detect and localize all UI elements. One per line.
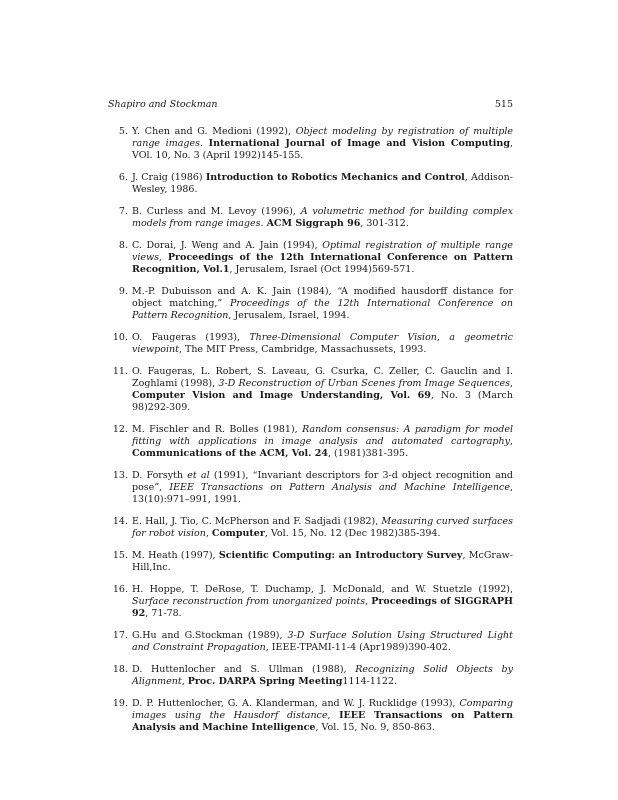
reference-item — [108, 366, 513, 414]
reference-authors: G.Hu and G.Stockman (1989), — [132, 630, 288, 641]
reference-authors: J. Craig (1986) — [132, 172, 206, 183]
reference-details: , 301-312. — [360, 218, 409, 229]
reference-venue: Proc. DARPA Spring Meeting — [187, 676, 343, 687]
reference-venue: ACM Siggraph 96 — [266, 218, 361, 229]
reference-item — [108, 332, 513, 356]
reference-separator: , — [181, 676, 188, 687]
reference-details: , No. 3 (March 98)292-309. — [132, 390, 513, 413]
page-number: 515 — [494, 99, 513, 110]
reference-title: et al — [187, 470, 210, 481]
reference-venue: Proceedings of SIGGRAPH 92 — [132, 596, 513, 619]
reference-title: 3-D Reconstruction of Urban Scenes from Image Sequences — [218, 378, 510, 389]
reference-venue: Communications of the ACM, Vol. 24 — [132, 448, 328, 459]
reference-venue: International Journal of Image and Vision Computing — [208, 138, 510, 149]
reference-item — [108, 516, 513, 540]
reference-details: , 71-78. — [145, 608, 182, 619]
reference-item — [108, 584, 513, 620]
reference-details: , (1981)381-395. — [327, 448, 409, 459]
reference-number: 16 . — [108, 584, 128, 596]
reference-number: 12 . — [108, 424, 128, 436]
reference-venue: Computer Vision and Image Understanding, Vol. 69 — [132, 390, 431, 401]
reference-authors: Y. Chen and G. Medioni (1992), — [132, 126, 296, 137]
reference-details: , Vol. 15, No. 9, 850-863. — [315, 722, 435, 733]
reference-authors: M.-P. Dubuisson and A. K. Jain (1984), “A modified hausdorff distance for object matching,” — [132, 286, 513, 309]
reference-details: , Jerusalem, Israel (Oct 1994)569-571. — [229, 264, 415, 275]
reference-number: 6 . — [108, 172, 128, 184]
reference-number: 5 . — [108, 126, 128, 138]
reference-number: 8 . — [108, 240, 128, 252]
reference-venue: IEEE Transactions on Pattern Analysis and Machine Intelligence — [132, 710, 514, 733]
reference-authors: D. Huttenlocher and S. Ullman (1988), — [132, 664, 356, 675]
reference-number: 17 . — [108, 630, 128, 642]
reference-number: 15 . — [108, 550, 128, 562]
reference-separator: , — [205, 528, 212, 539]
reference-item — [108, 470, 513, 506]
reference-venue: Introduction to Robotics Mechanics and Control — [205, 172, 465, 183]
reference-item — [108, 550, 513, 574]
reference-item — [108, 240, 513, 276]
reference-details: , Jerusalem, Israel, 1994. — [228, 310, 350, 321]
reference-authors: M. Heath (1997), — [132, 550, 219, 561]
reference-authors: D. P. Huttenlocher, G. A. Klanderman, and W. J. Rucklidge (1993), — [132, 698, 460, 709]
reference-separator: , — [327, 710, 340, 721]
reference-authors: O. Faugeras, L. Robert, S. Laveau, G. Csurka, C. Zeller, C. Gauclin and I. Zoghlami (1998), — [132, 366, 513, 389]
header-authors: Shapiro and Stockman — [108, 99, 218, 110]
reference-details: , McGraw-Hill,Inc. — [132, 550, 513, 573]
reference-title: Optimal registration of multiple range views, — [132, 240, 513, 263]
reference-title: Three-Dimensional Computer Vision, a geometric viewpoint — [132, 332, 513, 355]
reference-authors: D. Forsyth — [132, 470, 188, 481]
reference-title: Random consensus: A paradigm for model fitting with applications in image analysis and automated cartography — [132, 424, 514, 447]
reference-title: 3-D Surface Solution Using Structured Light and Constraint Propagation — [132, 630, 513, 653]
reference-title: A volumetric method for building complex models from range images. — [132, 206, 513, 229]
reference-authors: E. Hall, J. Tio, C. McPherson and F. Sadjadi (1982), — [132, 516, 382, 527]
reference-item — [108, 664, 513, 688]
reference-item — [108, 424, 513, 460]
reference-item — [108, 286, 513, 322]
reference-details: , 13(10):971–991, 1991. — [132, 482, 513, 505]
reference-number: 19 . — [108, 698, 128, 710]
reference-item — [108, 698, 513, 734]
reference-details: , Vol. 15, No. 12 (Dec 1982)385-394. — [264, 528, 441, 539]
reference-venue: IEEE Transactions on Pattern Analysis and Machine Intelligence — [169, 482, 510, 493]
reference-venue: Proceedings of the 12th International Conference on Pattern Recognition, Vol.1 — [132, 252, 513, 275]
reference-title: Recognizing Solid Objects by Alignment — [132, 664, 514, 687]
reference-details: , IEEE-TPAMI-11-4 (Apr1989)390-402. — [265, 642, 451, 653]
reference-separator: , — [509, 436, 513, 447]
reference-separator: (1991), “Invariant descriptors for 3-d object recognition and pose”, — [132, 470, 513, 493]
reference-number: 14 . — [108, 516, 128, 528]
reference-authors: M. Fischler and R. Bolles (1981), — [132, 424, 303, 435]
reference-number: 18 . — [108, 664, 128, 676]
reference-authors: B. Curless and M. Levoy (1996), — [132, 206, 301, 217]
running-header — [108, 99, 513, 111]
reference-separator: , — [509, 378, 514, 389]
reference-venue: Computer — [211, 528, 265, 539]
reference-title: Measuring curved surfaces for robot vision — [132, 516, 514, 539]
reference-authors: H. Hoppe, T. DeRose, T. Duchamp, J. McDonald, and W. Stuetzle (1992), — [132, 584, 513, 595]
reference-item — [108, 206, 513, 230]
reference-details: , Addison-Wesley, 1986. — [132, 172, 513, 195]
reference-separator: , — [365, 596, 372, 607]
reference-number: 7 . — [108, 206, 128, 218]
reference-item — [108, 126, 513, 162]
reference-title: Proceedings of the 12th International Conference on Pattern Recognition — [132, 298, 514, 321]
reference-title: Comparing images using the Hausdorf distance — [132, 698, 513, 721]
reference-list — [108, 126, 513, 744]
reference-details: 1114-1122. — [342, 676, 398, 687]
reference-item — [108, 172, 513, 196]
reference-details: , VOl. 10, No. 3 (April 1992)145-155. — [132, 138, 513, 161]
reference-title: Object modeling by registration of multiple range images. — [132, 126, 514, 149]
reference-number: 9 . — [108, 286, 128, 298]
reference-authors: C. Dorai, J. Weng and A. Jain (1994), — [132, 240, 323, 251]
reference-number: 13 . — [108, 470, 128, 482]
reference-details: , The MIT Press, Cambridge, Massachussets, 1993. — [178, 344, 427, 355]
reference-title: Surface reconstruction from unorganized points — [132, 596, 366, 607]
reference-number: 10 . — [108, 332, 128, 344]
reference-venue: Scientific Computing: an Introductory Survey — [218, 550, 463, 561]
reference-number: 11 . — [108, 366, 128, 378]
reference-item — [108, 630, 513, 654]
reference-authors: O. Faugeras (1993), — [132, 332, 250, 343]
